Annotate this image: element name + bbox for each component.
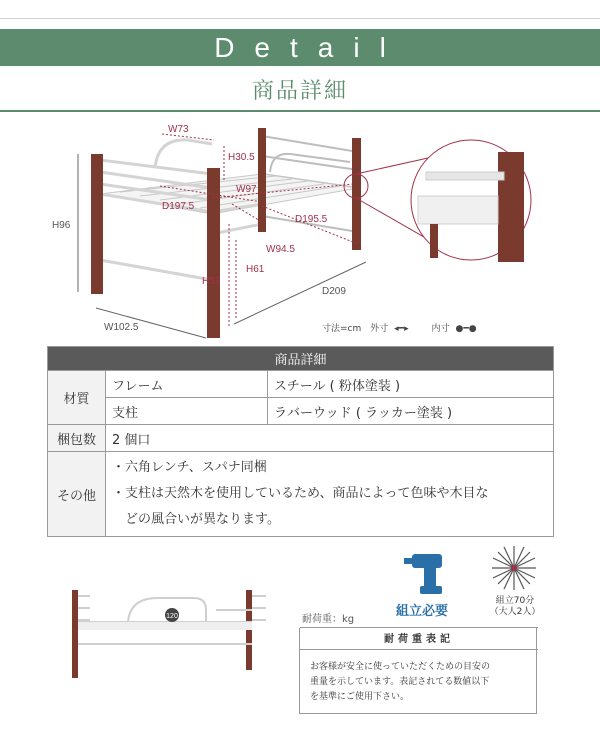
load-value: 120 [166,613,178,620]
load-capacity-label: 耐荷重：kg [302,614,355,625]
other-note-1: ・六角レンチ、スパナ同梱 [112,460,267,475]
assembly-people: （大人2人） [489,607,541,617]
material-value-post: ラバーウッド ( ラッカー塗装 ) [268,398,554,425]
legend-outer: 外寸 [370,324,389,334]
notice-line-2: 重量を示しています。表記されてる数値以下 [310,677,490,687]
bed-load-illustration [66,582,276,682]
material-part-frame: フレーム [106,371,268,398]
legend-unit: 寸法=cm [322,324,362,334]
table-row [48,371,554,398]
detail-banner: Detail [0,29,600,66]
wooden-posts [91,128,361,338]
drill-icon [402,548,452,596]
other-label: その他 [48,452,106,537]
spec-table-title: 商品詳細 [48,347,554,371]
dim-label-w94-5: W94.5 [266,244,295,255]
legend-inner: 内寸 [431,324,450,334]
assembly-time: 組立70分 [495,596,535,606]
package-value: 2 個口 [106,425,554,452]
other-note-3: どの風合いが異なります。 [112,512,280,527]
dim-label-w97: W97 [236,184,257,195]
top-divider [0,18,600,19]
other-note-2: ・支柱は天然木を使用しているため、商品によって色味や木目な [112,486,489,501]
dim-label-d209: D209 [322,286,346,297]
dim-label-d197-5: D197.5 [162,201,195,212]
spec-table [47,346,554,537]
dim-label-h61: H61 [246,264,265,275]
dimension-legend [322,321,483,334]
bed-dimension-diagram [0,112,600,348]
notice-line-3: を基準にご使用下さい。 [310,692,410,702]
assembly-time-label [486,596,544,618]
other-notes [106,452,554,537]
dim-label-h53: H53 [202,276,221,287]
material-value-frame: スチール ( 粉体塗装 ) [268,371,554,398]
dim-label-d195-5: D195.5 [295,214,328,225]
assembly-required-label: 組立必要 [396,604,449,619]
material-part-post: 支柱 [106,398,268,425]
joint-zoom-callout [344,140,531,262]
table-row [48,398,554,425]
load-notice-box [299,628,537,714]
outer-arrow-icon: ◂━▸ [394,324,409,334]
page-subtitle: 商品詳細 [251,79,348,104]
dim-label-h96: H96 [52,220,71,231]
notice-title: 耐荷重表記 [300,627,538,650]
notice-body [310,660,532,705]
dim-label-w73: W73 [168,124,189,135]
inner-dot-line-icon: ●━● [455,324,477,334]
dim-label-w102-5: W102.5 [104,322,139,333]
table-row [48,425,554,452]
clock-icon [490,544,538,592]
dim-label-h30-5: H30.5 [228,152,255,163]
material-label: 材質 [48,371,106,425]
notice-line-1: お客様が安全に使っていただくための目安の [310,662,491,672]
table-row [48,452,554,537]
package-label: 梱包数 [48,425,106,452]
